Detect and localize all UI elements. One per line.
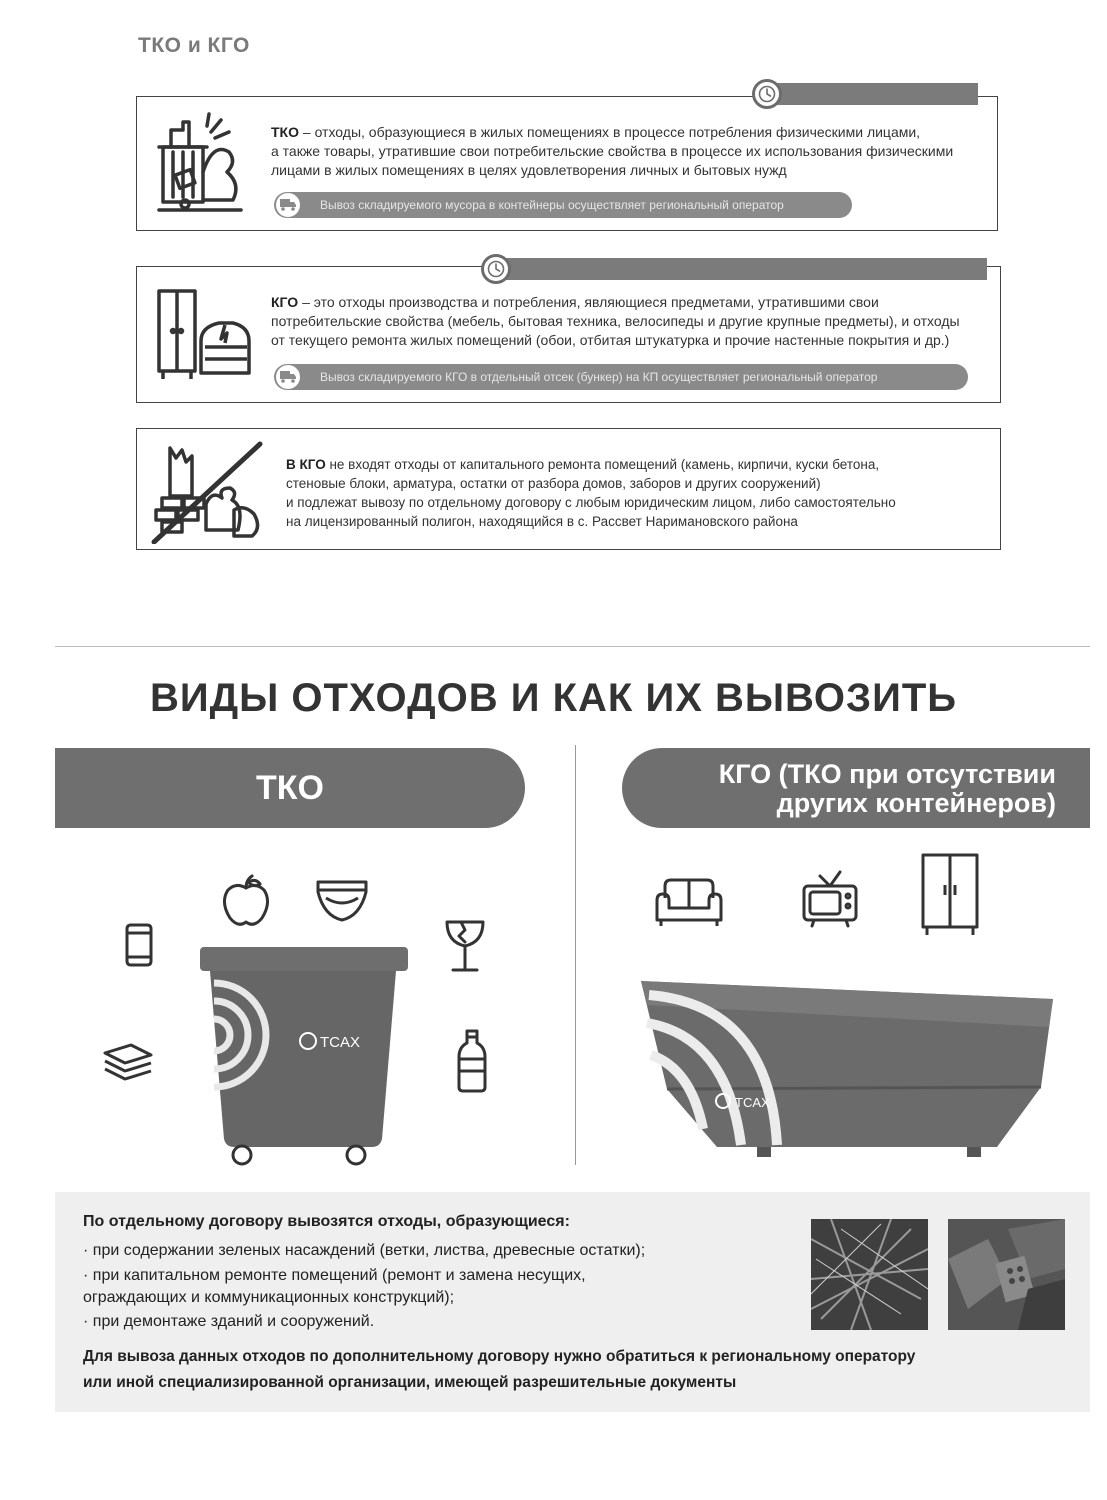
bottle-icon bbox=[455, 1029, 489, 1093]
wardrobe-icon bbox=[155, 287, 255, 387]
kgo-term: КГО bbox=[271, 294, 299, 310]
excluded-line2: стеновые блоки, арматура, остатки от разбора домов, заборов и других сооружений) bbox=[286, 476, 821, 491]
clock-icon bbox=[752, 79, 782, 109]
sofa-icon bbox=[653, 876, 725, 928]
excluded-line3: и подлежат вывозу по отдельному договору с любым юридическим лицом, либо самостоятельно bbox=[286, 495, 896, 510]
tko-def-line1: – отходы, образующиеся в жилых помещениях в процессе потребления физическими лицами, bbox=[299, 124, 921, 140]
wardrobe-icon bbox=[919, 851, 981, 937]
kgo-definition-text bbox=[271, 293, 960, 350]
rubble-photo bbox=[948, 1219, 1065, 1330]
column-separator bbox=[575, 745, 576, 1165]
separate-contract-heading: По отдельному договору вывозятся отходы, образующиеся: bbox=[83, 1213, 570, 1230]
kgo-operator-pill bbox=[274, 364, 968, 390]
kgo-bunker-brand: TCAX bbox=[735, 1095, 770, 1110]
garbage-pile-icon bbox=[155, 112, 245, 212]
paper-stack-icon bbox=[101, 1041, 155, 1083]
excluded-waste-text bbox=[286, 455, 896, 531]
truck-icon bbox=[276, 193, 300, 217]
page-title: ТКО и КГО bbox=[138, 34, 250, 57]
kgo-def-line2: потребительские свойства (мебель, бытовая техника, велосипеды и другие крупные предметы), и отходы bbox=[271, 313, 960, 329]
tko-term: ТКО bbox=[271, 124, 299, 140]
rubble-crossed-icon bbox=[148, 440, 268, 544]
tko-box-tab bbox=[760, 83, 978, 105]
separate-contract-item: ограждающих и коммуникационных конструкций); bbox=[83, 1289, 455, 1306]
kgo-banner-line2: других контейнеров) bbox=[776, 788, 1056, 818]
kgo-def-line3: от текущего ремонта жилых помещений (обои, отбитая штукатурка и прочие настенные покрытия и др.) bbox=[271, 332, 950, 348]
kgo-def-line1: – это отходы производства и потребления, являющиеся предметами, утратившими свои bbox=[298, 294, 879, 310]
can-icon bbox=[123, 921, 155, 969]
separate-contract-item: · при капитальном ремонте помещений (ремонт и замена несущих, bbox=[83, 1267, 586, 1284]
tko-def-line2: а также товары, утратившие свои потребительские свойства в процессе их использования физическими bbox=[271, 143, 954, 159]
excluded-line1: не входят отходы от капитального ремонта помещений (камень, кирпичи, куски бетона, bbox=[325, 457, 880, 472]
kgo-bunker-container bbox=[637, 977, 1057, 1177]
clock-icon bbox=[481, 254, 511, 284]
separate-contract-item: · при содержании зеленых насаждений (ветки, листва, древесные остатки); bbox=[83, 1242, 646, 1259]
broken-glass-icon bbox=[443, 918, 487, 974]
apple-icon bbox=[222, 874, 270, 926]
branches-photo bbox=[811, 1219, 928, 1330]
separate-contract-item: · при демонтаже зданий и сооружений. bbox=[83, 1313, 375, 1330]
kgo-box-tab bbox=[490, 258, 987, 280]
kgo-banner bbox=[622, 748, 1090, 828]
truck-icon bbox=[276, 365, 300, 389]
main-heading: ВИДЫ ОТХОДОВ И КАК ИХ ВЫВОЗИТЬ bbox=[149, 676, 958, 720]
tko-operator-pill bbox=[274, 192, 852, 218]
excluded-line4: на лицензированный полигон, находящийся в с. Рассвет Наримановского района bbox=[286, 514, 798, 529]
kgo-pill-text: Вывоз складируемого КГО в отдельный отсек (бункер) на КП осуществляет региональный оператор bbox=[320, 370, 878, 384]
tko-definition-text bbox=[271, 123, 953, 180]
tko-def-line3: лицами в жилых помещениях в целях удовлетворения личных и бытовых нужд bbox=[271, 162, 787, 178]
separate-contract-footer: Для вывоза данных отходов по дополнительному договору нужно обратиться к региональному оператору bbox=[83, 1348, 916, 1365]
tv-icon bbox=[800, 868, 860, 928]
diaper-icon bbox=[314, 876, 370, 926]
section-divider bbox=[55, 646, 1090, 647]
tko-bin-brand: TCAX bbox=[320, 1034, 361, 1051]
excluded-term: В КГО bbox=[286, 457, 326, 472]
separate-contract-footer: или иной специализированной организации, имеющей разрешительные документы bbox=[83, 1374, 737, 1391]
kgo-banner-line1: КГО (ТКО при отсутствии bbox=[718, 759, 1056, 789]
tko-pill-text: Вывоз складируемого мусора в контейнеры осуществляет региональный оператор bbox=[320, 198, 784, 212]
tko-container-bin bbox=[196, 943, 414, 1169]
tko-banner: ТКО bbox=[55, 748, 525, 828]
